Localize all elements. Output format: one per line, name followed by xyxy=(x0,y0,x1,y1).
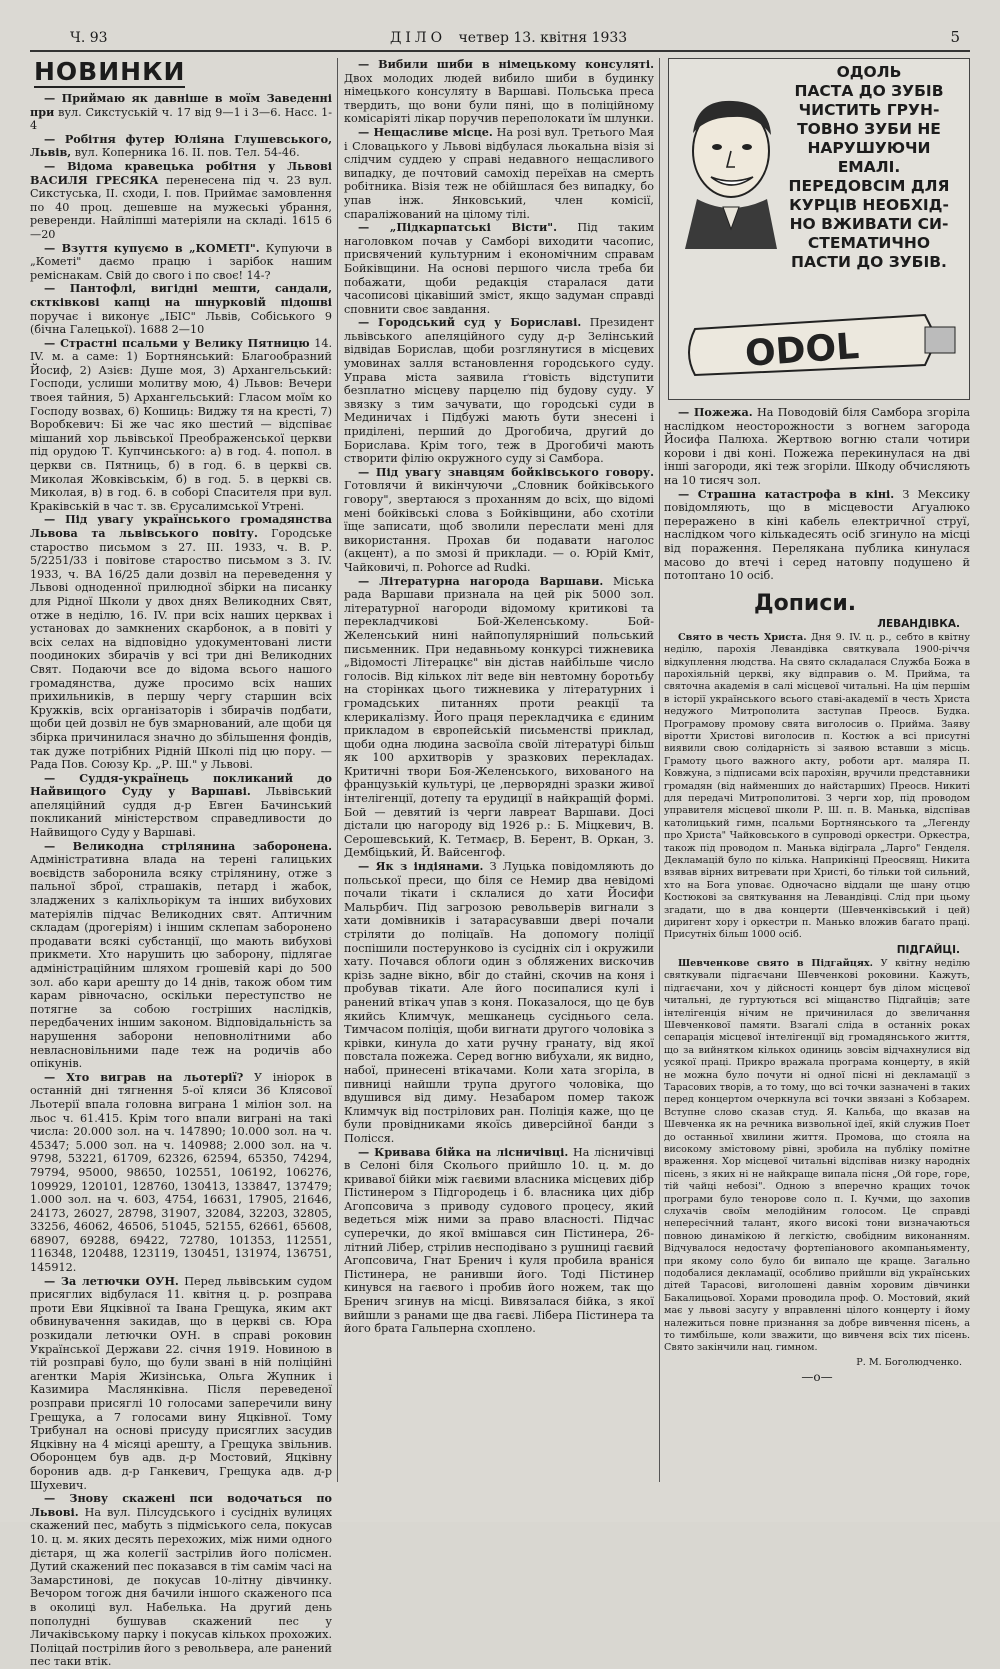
news-item-text: З Мексику повідомляють, що в місцевости Агуалюко переражено в кіні кабель електричної струї, наслідком чого кількадесять осіб згинуло на місці від пораження. Переляканa публика кинулася масово до втечі і серед натовпу подушено й потоптано 10 осіб. xyxy=(664,487,970,583)
news-item-lead: — Пожежа. xyxy=(678,405,753,419)
news-item-lead: — Як з індіянами. xyxy=(358,859,484,874)
news-item xyxy=(30,242,332,283)
news-item xyxy=(30,1492,332,1669)
column-divider xyxy=(337,58,338,1482)
news-item-text: перенесена під ч. 23 вул. Сикстуська, II. сходи, I. пов. Приймає замовлення по 40 проц. дешевше на мужеські убрання, реверенди. Найліпші матеріяли на складі. 1615 6—20 xyxy=(30,173,332,241)
news-item xyxy=(30,92,332,133)
news-item-text: На вул. Пілсудського і сусідніх вулицях скажений пес, мабуть з підміського села, покусав 10. ц. м. яких десять перехожих, між ними одного дієтаря, щ жа колегії застрілив його полісмен. Дутий скажений пес показався в тім самім часі на Замарстинові, де покусав 10-літну дівчинку. Вечором тогож дня бачили іншого скаженого пса в околиці вул. Набелька. На другий день пополудні бушував скажений пес у Личаківському парку і покусав кількох прохожих. Поліцай пострілив його з револьвера, але ранений пес таки втік. xyxy=(30,1505,333,1669)
news-item xyxy=(30,160,332,242)
issue-number: Ч. 93 xyxy=(70,30,108,46)
page-number: 5 xyxy=(950,28,960,46)
news-item-lead: — Великодна стрілянина заборонена. xyxy=(44,838,332,853)
news-item xyxy=(344,316,654,466)
column-ads-reports xyxy=(664,58,970,1502)
report-lead: Свято в честь Христа. xyxy=(678,631,807,643)
news-item xyxy=(344,860,654,1145)
news-item xyxy=(30,840,332,1071)
news-item-lead: — Суддя-українець покликаний до Найвищого Суду у Варшаві. xyxy=(30,770,332,799)
news-item-text: Перед львівським судом присяглих відбулася 11. квітня ц. р. розправа проти Еви Яцківної та Івана Грещука, яким акт обвинувачення закидав, що в церкві св. Юра розкидали летючки ОУН. в справі роковин Української Держави 22. січня 1919. Новиною в тій розправі було, що були звані в ній поліційні агентки Марія Жизінська, Ольга Жупник і Казимира Маслянківна. Після переведеної розправи присяглі 10 голосами заперечили вину Грещука, а 7 голосами вину Яцківної. Тому Трибунал на основі присуду присяглих засудив Яцківну на 4 місяці арешту, а Грещука звільнив. Оборонцем був адв. д-р Мостовий, Яцківну боронив адв. д-р Ганкевич, Грещука адв. д-р Шухевич. xyxy=(30,1274,333,1492)
report-author: Р. М. Боголюдченко. xyxy=(856,1356,962,1368)
column-news-continued xyxy=(344,58,654,1502)
news-item-text: Львівський апеляційний суддя д-р Евген Бачинський покликаний міністерством справедливости до Найвищого Суду у Варшаві. xyxy=(30,785,332,840)
news-item-lead: — Вибили шиби в німецькому консуляті. xyxy=(358,57,654,71)
news-item-text: Адміністративна влада на терені галицьких воєвідств заборонила всяку стрілянину, отже з пальної зброї, страшаків, петард і жабок, зладжених з каліхльорікум та інших вибухових матеріялів підчас Великодних свят. Аптичним складам (дрогеріям) і іншим склепам заборонено продавати всякі субстанції, що мають вибухові прикмети. Хто нарушить цю заборону, підлягае адміністраційним шляхом грошевій карі до 500 зол. або кари арешту до 14 днів, також обом тим карам рівночасно, оскільки переступство не потягне за собою гостріших наслідків, передбачених іншим законом. Відповідальність за нарушення заборони неповнолітними або невласновільними паде теж на родичів або опікунів. xyxy=(30,853,332,1071)
news-item-lead: — Під увагу українського громадянства Львова та львівського повіту. xyxy=(30,512,332,540)
news-item-lead: — Взуття купуємо в „КОМЕТІ". xyxy=(44,240,260,255)
news-item-lead: — Хто виграв на льотерії? xyxy=(44,1069,244,1084)
masthead-line xyxy=(390,30,627,46)
news-item xyxy=(344,1146,654,1336)
news-item-text: вул. Сикстуській ч. 17 від 9—1 і 3—6. Насс. 1-4 xyxy=(30,105,332,133)
news-item-lead: — Під увагу знавцям бойківського говору. xyxy=(358,464,654,479)
news-item xyxy=(664,488,970,583)
news-item-lead: — Робітня футер Юліяна Глушевського, Львів, xyxy=(30,131,332,160)
news-item xyxy=(30,133,332,160)
news-item-lead: — Знову скажені пси водочаться по Львові. xyxy=(30,1491,332,1519)
ad-line: ТОВНО ЗУБИ НЕ xyxy=(797,120,941,138)
news-item xyxy=(344,575,654,860)
news-item-lead: — Страстні псальми у Велику Пятницю xyxy=(44,335,310,350)
ad-line: НО ВЖИВАТИ СИ- xyxy=(789,215,949,233)
news-item-text: поручає і виконує „ІБІС" Львів, Собіського 9 (бічна Галецької). 1688 2—10 xyxy=(30,309,332,337)
ad-line: ЧИСТИТЬ ГРУН- xyxy=(798,101,940,119)
news-item xyxy=(664,406,970,488)
tube-label: ODOL xyxy=(743,325,861,375)
ad-line: СТЕМАТИЧНО xyxy=(807,234,931,252)
ad-line: ПЕРЕДОВСІМ ДЛЯ xyxy=(788,177,950,195)
report-item xyxy=(664,958,970,1355)
toothpaste-tube-illustration xyxy=(675,309,967,393)
news-item-lead: — Городський суд у Бориславі. xyxy=(358,315,582,330)
end-mark: —o— xyxy=(801,1369,833,1384)
ad-line: ОДОЛЬ xyxy=(836,63,902,81)
report-place: ЛЕВАНДІВКА. xyxy=(877,617,960,630)
ad-line: ПАСТА ДО ЗУБІВ xyxy=(794,82,944,100)
news-item-lead: — Кривава бійка на лісничівці. xyxy=(358,1144,569,1159)
news-item-text: На Поводовій біля Самбора згоріла наслідком неосторожности з вогнем загорода Йосифа Палюха. Жертвою вогню стали чотири корови і дві коні. Пожежа перекинулася на дві інші загороди, які теж згоріли. Шкоду обчисляють на 10 тисяч зол. xyxy=(664,406,970,487)
news-item-lead: — Пантофлі, вигідні мешти, сандали, сктківкові капці на шнурковій підошві xyxy=(30,281,332,309)
news-item-text: Під таким наголовком почав у Самборі виходити часопис, присвячений культурним і економічним справам Бойківщини. На основі першого числа треба би побажати, щоби редакція старалася дати часописові цікавіший зміст, якщо задуман справді сповнити своє завдання. xyxy=(344,221,654,316)
news-item xyxy=(30,1275,332,1493)
news-item-text: Городське староство письмом з 27. III. 1933, ч. В. Р. 5/2251/33 і повітове староство письмом з 3. IV. 1933, ч. ВА 16/25 дали дозвіл на переведення у Львові одноденної прилюдної збірки на писанку для Рідної Школи у двох днях Великодних Свят, отже в неділю, 16. IV. при всіх наших церквах і установах до замкнених скарбонок, а в повіті у всіх селах на відповідно удокументовані листи поодиноких збирачів у всі три дні Великодних Свят. Подаючи все до відома всього нашого громадянства, дуже просимо всіх наших прихильників, в першу чергу старшин всіх Кружків, всіх організаторів і збирачів подбати, щоби цей дозвіл не був змарнований, але щоби ця збірка причинилася значно до збільшення фондів, так дуже потрібних Рідній Школі під цю пору. — Рада Пов. Союзу Кр. „Р. Ш." у Львові. xyxy=(30,527,332,772)
report-text: У квітну неділю святкували підгаєчани Шевченкові роковини. Кажуть, підгаєчани, хоч у дійсності концерт був ділом місцевої читальні, де гуртуються всі міщанство Підгайців; зате інтелігенція нічим не причинилася до звеличання Шевченкової памяти. Взагалі сліда в останніх роках сепарація місцевої інтелігенції від громадянського життя, що за вийнятком кількох одиниць зовсім відчахнулися від усякої праці. Прикро вражала програма концерту, в якій не можна було почути ні одної пісні ні декламації з Тарасових творів, а то тому, що всі точки зазначені в таких перед концертом очеркнула всі точки звязані з Кобзарем. Вступне слово сказав студ. Я. Кальба, що вказав на Шевченка як на речника визвольної ідеї, якій служив Поет до останньої хвилини життя. Промова, що стояла на високому змістовому рівні, зробила на публіку помітне враження. Хор місцевої читальні відспівав низку народніх пісень, з яких ні не найкраще випала пісня „Ой горе, горе, тій чайці небозі". Одною з вперечно кращих точок програми було тенорове соло п. І. Кучми, що захопив слухачів своїм мелодійним голосом. Це справді непересічний талант, якого високі тони визначаються повною динамікою й легкістю, свобідним виконанням. Відчувалося недостачу фортепіанового акомпаньяменту, при якому соло було би випало ще краще. Загально подобалися декламації, особливо прийшли від українських дітей Тарасові, виголошені давнім хоровим дівчинки Бакалицьової. Хорами проводила проф. О. Мостовий, який має у львові засугу у вправленні цілого концерту і йому належиться повне признання за добре вивчення пісень, а то тимбільше, коли зважити, що вивченя всіх тих пісень. Свято закінчили нац. гимном. xyxy=(664,957,970,1354)
news-item-lead: — Літературна нагорода Варшави. xyxy=(358,573,604,588)
news-item-text: Міська рада Варшави признала на цей рік 5000 зол. літературної нагороди відомому критикові та перекладчикові Бой-Желенському. Бой-Желенський нині найпопулярніший польський письменник. При недавньому конкурсі тижневика „Відомості Літерацкє" він дістав найбільше число голосів. Від кількох літ веде він невтомну боротьбу на сторінках цього тижневика у літературних і громадських питаннях проти реакції та клерикалізму. Його праця перекладчика є єдиним прикладом в європейській письменстві приклад, щоби одна людина засвоїла своїй літературі більш як 100 архитворів у зразкових перекладах. Критичні твори Боя-Желенського, вихованого на французькій культурі, це ‚перворядні зразки живої інтелігенції, дотепу та ерудиції в найкращій формі. Бой — девятий із черги лавреат Варшави. Досі дістали цю нагороду від 1926 р.: Б. Міцкевич, В. Серошевський, К. Тетмаєр, В. Берент, В. Оркан, З. Дембіцький, Й. Вайсенгоф. xyxy=(344,574,654,860)
news-item-lead: — Відома кравецька робітня у Львові ВАСИЛЯ ГРЕСЯКА xyxy=(30,158,332,187)
news-item-text: На розі вул. Третього Мая і Словацького у Львові відбулася льокальна візія зі слідчим суддею у справі недавного нещасливого випадку, де почтовий самохід переїхав на смерть робітника. Візія теж не обійшлася без випадку, бо упав інж. Янковський, член комісії, спараліжований на цілому тілі. xyxy=(344,125,655,221)
news-item xyxy=(344,126,654,221)
ad-line: НАРУШУЮЧИ xyxy=(807,139,931,157)
news-item-text: Купуючи в „Кометі" даємо працю і зарібок нашим реміснакам. Свій до свого і по своє! 14-? xyxy=(30,241,333,282)
news-item xyxy=(30,772,332,840)
news-item-text: З Луцька повідомляють до польської преси, що біля се Немир два невідомі почали тікати і склалися до хати Йосифи Мальрбич. Під загрозою револьверів вигнали з хати домівників і затарасувавши двері почали стріляти до поліцаїв. На допомогу поліції поспішили постерунково із сусідніх сіл і окружили хату. Почався облоги один з обляжених вискочив крізь задне вікно, вбіг до стайні, скочив на коня і пробував тікати. Але його посипалися кулі і ранений втікач упав з коня. Показалося, що це був якийсь Климчук, мешканець сусіднього села. Тимчасом поліція, щоби вигнати другого чоловіка з крівки, кинула до хати ручну гранату, від якої повстала пожежа. Серед вогню вибухали, як видно, набої, принесені втікачами. Коли хата згоріла, в пивниці найшли трупа другого чоловіка, що вдушився від диму. Незабаром помер також Климчук від пострілових ран. Поліція каже, що це були провідниками якоїсь диверсійної банди з Полісся. xyxy=(344,860,654,1145)
news-item-text: 14. IV. м. а саме: 1) Бортнянський: Благообразний Йосиф, 2) Азієв: Душе моя, 3) Архангельський: Господи, услиши молитву мою, 4) Львов: Вечери твоея тайния, 5) Архангельський: Гласом моїм ко Господу возвах, 6) Кошиць: Виджу тя на кресті, 7) Воробкевич: Бі же час яко шестий — відспіває мішаний хор львівської Преображенської церкви під орудою Т. Купчинського: а) в год. 4. попол. в церкви св. Пятниць, б) в год. 6. в церкві св. Миколая Жовківськім, б) в год. 5. в церкві св. Миколая, в) в год. 6. в соборі Спасителя при вул. Краківській в час т. зв. Єрусалимської Утрені. xyxy=(30,336,332,513)
news-list xyxy=(30,92,332,1669)
news-item xyxy=(30,282,332,336)
paper-name: ДІЛО xyxy=(390,30,447,46)
report-lead: Шевченкове свято в Підгайцях. xyxy=(678,957,873,969)
odol-advertisement xyxy=(668,58,970,400)
section-heading-news: НОВИНКИ xyxy=(34,57,186,86)
column-divider xyxy=(659,58,660,1482)
issue-date: четвер 13. квітня 1933 xyxy=(458,30,628,46)
ad-line: КУРЦІВ НЕОБХІД- xyxy=(789,196,949,214)
news-item-lead: — „Підкарпатські Вісти". xyxy=(358,220,558,235)
news-item-lead: — За летючки ОУН. xyxy=(44,1273,179,1288)
ad-line: ЕМАЛІ. xyxy=(837,158,901,176)
news-item-text: Двох молодих людей вибило шиби в будинку німецького консуляту в Варшаві. Польська преса твердить, що вони були пяні, що в поліційному комісаріяті лікар поручив переполокати їм шлунки. xyxy=(344,71,654,126)
section-heading-reports: Дописи. xyxy=(754,590,857,616)
ad-line: ПАСТИ ДО ЗУБІВ. xyxy=(791,253,947,271)
news-item-text: На лісничівці в Селоні біля Сколього прийшло 10. ц. м. до кривавої бійки між гаєвими власника місцевих дібр Пістинером з Підгородець і б. власника цих дібр Агопсовича з приводу судового процесу, який ведеться між ними за право власності. Підчас суперечки, до якої вмішався син Пістинера, 26-літний Лібер, стрілив несподівано з рушниці гаєвий Агопсовича, Гнат Бренич і куля пробила враніся Пістинера, не ранивши його. Тоді Пістинер кинувся на гаєвого і пробив його ножем, так що Бренич згинув на місці. Вивязалася бійка, з якої вийшли з ранами ще два гаєві. Лібера Пістинера та його брата Гальперна схоплено. xyxy=(344,1145,654,1336)
news-item-text: У ініорок в останній дні тягнення 5-ої кляси 36 Клясової Льотерії впала головна виграна 1 міліон зол. на льос ч. 61.415. Крім того впали виграні на такі числа: 20.000 зол. на ч. 147890; 10.000 зол. на ч. 45347; 5.000 зол. на ч. 140988; 2.000 зол. на ч. 9798, 53221, 61709, 62326, 62594, 65350, 74294, 79794, 95000, 98650, 102551, 106192, 106276, 109929, 120101, 128760, 130413, 133847, 137479; 1.000 зол. на ч. 603, 4754, 16631, 17905, 21646, 24173, 26027, 28798, 31907, 32084, 32203, 32805, 33256, 46062, 46506, 51045, 52155, 62661, 65608, 68907, 69288, 69422, 72780, 101353, 112551, 116348, 120488, 123119, 130451, 131974, 136751, 145912. xyxy=(30,1070,333,1275)
news-item xyxy=(344,58,654,126)
news-item xyxy=(30,1071,332,1275)
column-news xyxy=(30,57,333,1669)
news-item xyxy=(344,221,654,316)
news-item-lead: — Приймаю як давніше в моїм Заведенні при xyxy=(30,91,332,119)
page-header xyxy=(30,28,970,52)
news-item-text: Президент львівського апеляційного суду д-р Зелінський відвідав Борислав, щоби розглянутися в місцевих умовинах залля встановлення городського суду. Управа міста заявила ґтовість відступити безплатно місцеву парцелю під будову суду. У звязку з тим зачувати, що городські суди в Мединичах і Підбужі мають бути знесені і приділені, перший до Дрогобича, другий до Борислава. Крім того, теж в Дрогобичі мають створити філію окружного суду зі Самбора. xyxy=(344,316,654,466)
news-item xyxy=(344,466,654,575)
ad-slogan xyxy=(771,63,967,272)
news-item xyxy=(30,337,332,514)
news-item-text: вул. Коперника 16. II. пов. Тел. 54-46. xyxy=(74,146,300,160)
news-item-text: Готовлячи й викінчуючи „Словник бойківського говору", звертаюся з проханням до всіх, що відомі мені бойківські слова з Бойківщини, або схотіли їще записати, щоб зволили переслати мені для використання. Прохав би подавати наголос (акцент), а по змозі й приклади. — о. Юрій Кміт, Чайковичі, п. Pohorce ad Rudki. xyxy=(344,479,654,574)
report-item xyxy=(664,632,970,942)
news-item-lead: — Страшна катастрофа в кіні. xyxy=(678,486,895,501)
man-portrait-illustration xyxy=(677,89,785,249)
report-text: Дня 9. IV. ц. р., себто в квітну неділю, парохія Левандівка святкувала 1900-річчя відкуплення людства. На свято складалася Служба Божа в парохіяльній церкві, яку відправив о. М. Прийма, та святочна академія в салі місцевої читальні. На цім першім в історії українського всього ставі-академії в честь Христа недужого Митрополита заступав Преосв. Будка. Програмову промову свята виголосив о. Прийма. Заяву віротти Христові виголосив п. Костюк а всі присутні виявили свою солідарність зі заявою вставши з місць. Грамоту цього важного акту, роботи арт. маляра П. Ковжуна, з підписами всіх парохіян, вручили представники громадян (від найменших до найстарших) Преосв. Никиті для передачі Митрополитові. З черги хор, під проводом управителя місцевої школи Р. Ш. п. В. Манька, відспівав католицький гимн, псальми Бортнянського та „Легенду про Христа" Чайковського в супроводі оркестри. Оркестра, також під проводом п. Манька відіграла „Ларго" Генделя. Декламацій було по кілька. Наприкінці Преосвящ. Никита взявав вірних витревати при Христі, бо тільки той сильний, хто на Бога уповає. Одночасно віддали ще шану отцю Костюкові за святкування на Левандівці. Слід при цьому згадати, що в два концерти (Шевченківський і цей) диригент хору і оркестри п. Манько вложив багато праці. Присутніх більш 1000 осіб. xyxy=(664,631,970,941)
report-place: ПІДГАЙЦІ. xyxy=(896,943,960,956)
news-item-lead: — Нещасливе місце. xyxy=(358,124,493,139)
news-item xyxy=(30,513,332,771)
